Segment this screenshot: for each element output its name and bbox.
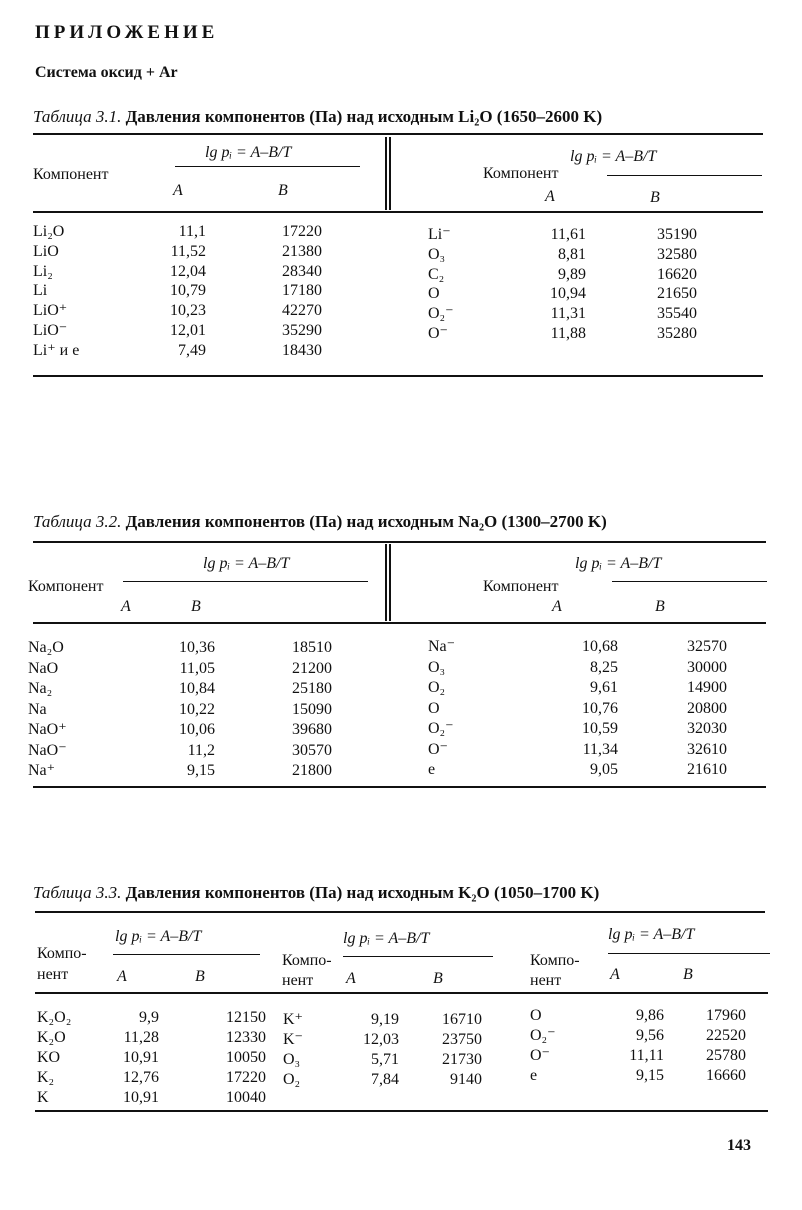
a-value-cell: 10,36 — [179, 639, 215, 656]
formula-header: lg pᵢ = A–B/T — [570, 148, 657, 165]
column-divider — [385, 544, 387, 621]
col-a-header: A — [121, 598, 131, 615]
a-value-cell: 11,1 — [178, 223, 206, 240]
component-header: нент — [282, 972, 314, 989]
a-value-cell: 12,01 — [170, 322, 206, 339]
table-bottom-rule — [33, 786, 766, 788]
a-value-cell: 12,04 — [170, 262, 206, 280]
a-value-cell: 11,28 — [123, 1029, 159, 1046]
table-3-3-caption — [33, 883, 599, 903]
component-cell: Li₂ — [33, 262, 53, 280]
component-cell: O₂ — [283, 1071, 301, 1088]
col-b-header: B — [655, 598, 665, 615]
b-value-cell: 17960 — [706, 1007, 746, 1024]
formula-header: lg pᵢ = A–B/T — [203, 555, 290, 572]
table-bottom-rule — [35, 1110, 768, 1112]
component-cell: K₂ — [37, 1069, 55, 1086]
component-cell: LiO⁺ — [33, 302, 68, 320]
a-value-cell: 9,86 — [636, 1007, 664, 1024]
component-cell: Li — [33, 282, 48, 300]
b-value-cell: 9140 — [450, 1071, 482, 1088]
b-value-cell: 32580 — [657, 245, 697, 263]
a-value-cell: 8,25 — [590, 658, 618, 676]
b-value-cell: 18510 — [292, 639, 332, 656]
a-value-cell: 10,94 — [550, 285, 586, 303]
a-value-cell: 9,9 — [139, 1009, 159, 1026]
component-cell: O₂ — [428, 679, 446, 696]
b-value-cell: 30000 — [687, 658, 727, 676]
a-value-cell: 10,91 — [123, 1089, 159, 1106]
b-value-cell: 22520 — [706, 1027, 746, 1044]
a-value-cell: 10,06 — [179, 721, 215, 738]
a-value-cell: 7,49 — [178, 341, 206, 359]
component-cell: K₂O — [37, 1029, 66, 1046]
table-top-rule — [35, 911, 765, 913]
a-value-cell: 10,59 — [582, 720, 618, 737]
a-value-cell: 9,15 — [636, 1067, 664, 1084]
component-cell: LiO⁻ — [33, 322, 68, 339]
a-value-cell: 9,89 — [558, 265, 586, 283]
col-a-header: A — [346, 970, 356, 987]
b-value-cell: 28340 — [282, 262, 322, 280]
component-cell: Li⁻ — [428, 226, 451, 243]
table-title: Давления компонентов (Па) над исходным Na₂O (1300–2700 K) — [125, 512, 607, 531]
b-value-cell: 35190 — [657, 226, 697, 243]
table-top-rule — [33, 133, 763, 135]
table-bottom-rule — [33, 375, 763, 377]
component-cell: K⁺ — [283, 1011, 303, 1028]
b-value-cell: 17220 — [226, 1069, 266, 1086]
formula-header: lg pᵢ = A–B/T — [115, 928, 202, 945]
b-value-cell: 17220 — [282, 223, 322, 240]
component-header: Компо- — [37, 945, 87, 962]
component-cell: K — [37, 1089, 49, 1106]
formula-header: lg pᵢ = A–B/T — [343, 930, 430, 947]
b-value-cell: 21380 — [282, 242, 322, 260]
header-rule — [113, 954, 260, 955]
section-subheading: Система оксид + Ar — [35, 64, 178, 81]
a-value-cell: 9,56 — [636, 1027, 664, 1044]
component-header: Компонент — [483, 165, 559, 182]
component-cell: O₃ — [428, 245, 446, 263]
a-value-cell: 11,05 — [179, 659, 215, 677]
component-cell: O⁻ — [428, 740, 448, 758]
component-cell: O⁻ — [530, 1047, 550, 1064]
b-value-cell: 18430 — [282, 341, 322, 359]
a-value-cell: 10,84 — [179, 680, 215, 697]
b-value-cell: 32570 — [687, 638, 727, 655]
b-value-cell: 21200 — [292, 659, 332, 677]
component-cell: K₂O₂ — [37, 1009, 72, 1026]
table-label: Таблица 3.2. — [33, 512, 122, 531]
b-value-cell: 39680 — [292, 721, 332, 738]
a-value-cell: 8,81 — [558, 245, 586, 263]
col-a-header: A — [545, 188, 555, 205]
a-value-cell: 9,19 — [371, 1011, 399, 1028]
col-a-header: A — [610, 966, 620, 983]
page-heading: ПРИЛОЖЕНИЕ — [35, 22, 219, 43]
b-value-cell: 42270 — [282, 302, 322, 320]
a-value-cell: 11,11 — [629, 1047, 664, 1064]
b-value-cell: 12330 — [226, 1029, 266, 1046]
table-3-2-caption — [33, 512, 607, 532]
component-cell: Li⁺ и e — [33, 341, 80, 359]
col-a-header: A — [117, 968, 127, 985]
page-number: 143 — [727, 1137, 751, 1154]
component-header: нент — [37, 966, 69, 983]
header-rule — [123, 581, 368, 582]
header-bottom-rule — [33, 622, 766, 624]
a-value-cell: 9,61 — [590, 679, 618, 696]
b-value-cell: 30570 — [292, 741, 332, 759]
a-value-cell: 11,52 — [170, 242, 206, 260]
a-value-cell: 10,91 — [123, 1049, 159, 1066]
formula-header: lg pᵢ = A–B/T — [205, 144, 292, 161]
b-value-cell: 35290 — [282, 322, 322, 339]
a-value-cell: 9,05 — [590, 761, 618, 778]
col-b-header: B — [650, 189, 660, 206]
col-b-header: B — [278, 182, 288, 199]
a-value-cell: 10,22 — [179, 700, 215, 718]
table-title: Давления компонентов (Па) над исходным K₂O (1050–1700 K) — [125, 883, 600, 902]
a-value-cell: 9,15 — [187, 762, 215, 779]
b-value-cell: 16710 — [442, 1011, 482, 1028]
component-cell: O₂⁻ — [428, 720, 454, 737]
formula-header: lg pᵢ = A–B/T — [575, 555, 662, 572]
col-a-header: A — [552, 598, 562, 615]
a-value-cell: 11,2 — [187, 741, 215, 759]
b-value-cell: 14900 — [687, 679, 727, 696]
component-cell: NaO⁺ — [28, 721, 67, 738]
a-value-cell: 11,34 — [582, 740, 618, 758]
a-value-cell: 11,61 — [550, 226, 586, 243]
component-header: Компо- — [282, 952, 332, 969]
component-cell: Na₂ — [28, 680, 53, 697]
b-value-cell: 16620 — [657, 265, 697, 283]
component-cell: LiO — [33, 242, 59, 260]
component-cell: O₂⁻ — [428, 305, 454, 323]
b-value-cell: 32610 — [687, 740, 727, 758]
col-b-header: B — [433, 970, 443, 987]
b-value-cell: 23750 — [442, 1031, 482, 1048]
col-b-header: B — [195, 968, 205, 985]
table-title: Давления компонентов (Па) над исходным Li₂O (1650–2600 K) — [125, 107, 603, 126]
a-value-cell: 12,76 — [123, 1069, 159, 1086]
b-value-cell: 21610 — [687, 761, 727, 778]
table-3-1-caption — [33, 107, 602, 127]
component-header: нент — [530, 972, 562, 989]
b-value-cell: 10040 — [226, 1089, 266, 1106]
component-cell: e — [530, 1067, 538, 1084]
component-cell: O₂⁻ — [530, 1027, 556, 1044]
component-cell: Na — [28, 700, 47, 718]
b-value-cell: 12150 — [226, 1009, 266, 1026]
component-header: Компо- — [530, 952, 580, 969]
component-cell: Na⁻ — [428, 638, 456, 655]
component-header: Компонент — [28, 578, 104, 595]
col-a-header: A — [173, 182, 183, 199]
b-value-cell: 35540 — [657, 305, 697, 323]
component-cell: O — [530, 1007, 542, 1024]
table-label: Таблица 3.3. — [33, 883, 122, 902]
a-value-cell: 10,76 — [582, 699, 618, 717]
b-value-cell: 21730 — [442, 1051, 482, 1068]
header-bottom-rule — [33, 211, 763, 213]
b-value-cell: 10050 — [226, 1049, 266, 1066]
component-cell: e — [428, 761, 436, 778]
b-value-cell: 32030 — [687, 720, 727, 737]
component-cell: Na₂O — [28, 639, 64, 656]
component-cell: Li₂O — [33, 223, 65, 240]
a-value-cell: 7,84 — [371, 1071, 399, 1088]
header-rule — [175, 166, 360, 167]
component-cell: NaO⁻ — [28, 741, 67, 759]
component-cell: Na⁺ — [28, 762, 56, 779]
table-top-rule — [33, 541, 766, 543]
a-value-cell: 10,79 — [170, 282, 206, 300]
col-b-header: B — [683, 966, 693, 983]
component-cell: O₃ — [428, 658, 446, 676]
component-cell: O — [428, 285, 440, 303]
component-cell: O₃ — [283, 1051, 301, 1068]
b-value-cell: 20800 — [687, 699, 727, 717]
component-cell: O — [428, 699, 440, 717]
header-bottom-rule — [35, 992, 768, 994]
component-cell: KO — [37, 1049, 61, 1066]
a-value-cell: 10,23 — [170, 302, 206, 320]
b-value-cell: 25780 — [706, 1047, 746, 1064]
b-value-cell: 21800 — [292, 762, 332, 779]
header-rule — [608, 953, 770, 954]
b-value-cell: 17180 — [282, 282, 322, 300]
column-divider — [389, 137, 391, 210]
component-cell: O⁻ — [428, 325, 448, 342]
header-rule — [612, 581, 767, 582]
formula-header: lg pᵢ = A–B/T — [608, 926, 695, 943]
a-value-cell: 12,03 — [363, 1031, 399, 1048]
a-value-cell: 11,31 — [550, 305, 586, 323]
b-value-cell: 15090 — [292, 700, 332, 718]
b-value-cell: 25180 — [292, 680, 332, 697]
component-cell: C₂ — [428, 265, 445, 283]
component-cell: NaO — [28, 659, 59, 677]
a-value-cell: 10,68 — [582, 638, 618, 655]
column-divider — [385, 137, 387, 210]
a-value-cell: 11,88 — [550, 325, 586, 342]
b-value-cell: 35280 — [657, 325, 697, 342]
header-rule — [343, 956, 493, 957]
component-header: Компонент — [483, 578, 559, 595]
component-cell: K⁻ — [283, 1031, 303, 1048]
component-header: Компонент — [33, 166, 109, 183]
header-rule — [607, 175, 762, 176]
a-value-cell: 5,71 — [371, 1051, 399, 1068]
column-divider — [389, 544, 391, 621]
table-label: Таблица 3.1. — [33, 107, 122, 126]
col-b-header: B — [191, 598, 201, 615]
b-value-cell: 16660 — [706, 1067, 746, 1084]
b-value-cell: 21650 — [657, 285, 697, 303]
